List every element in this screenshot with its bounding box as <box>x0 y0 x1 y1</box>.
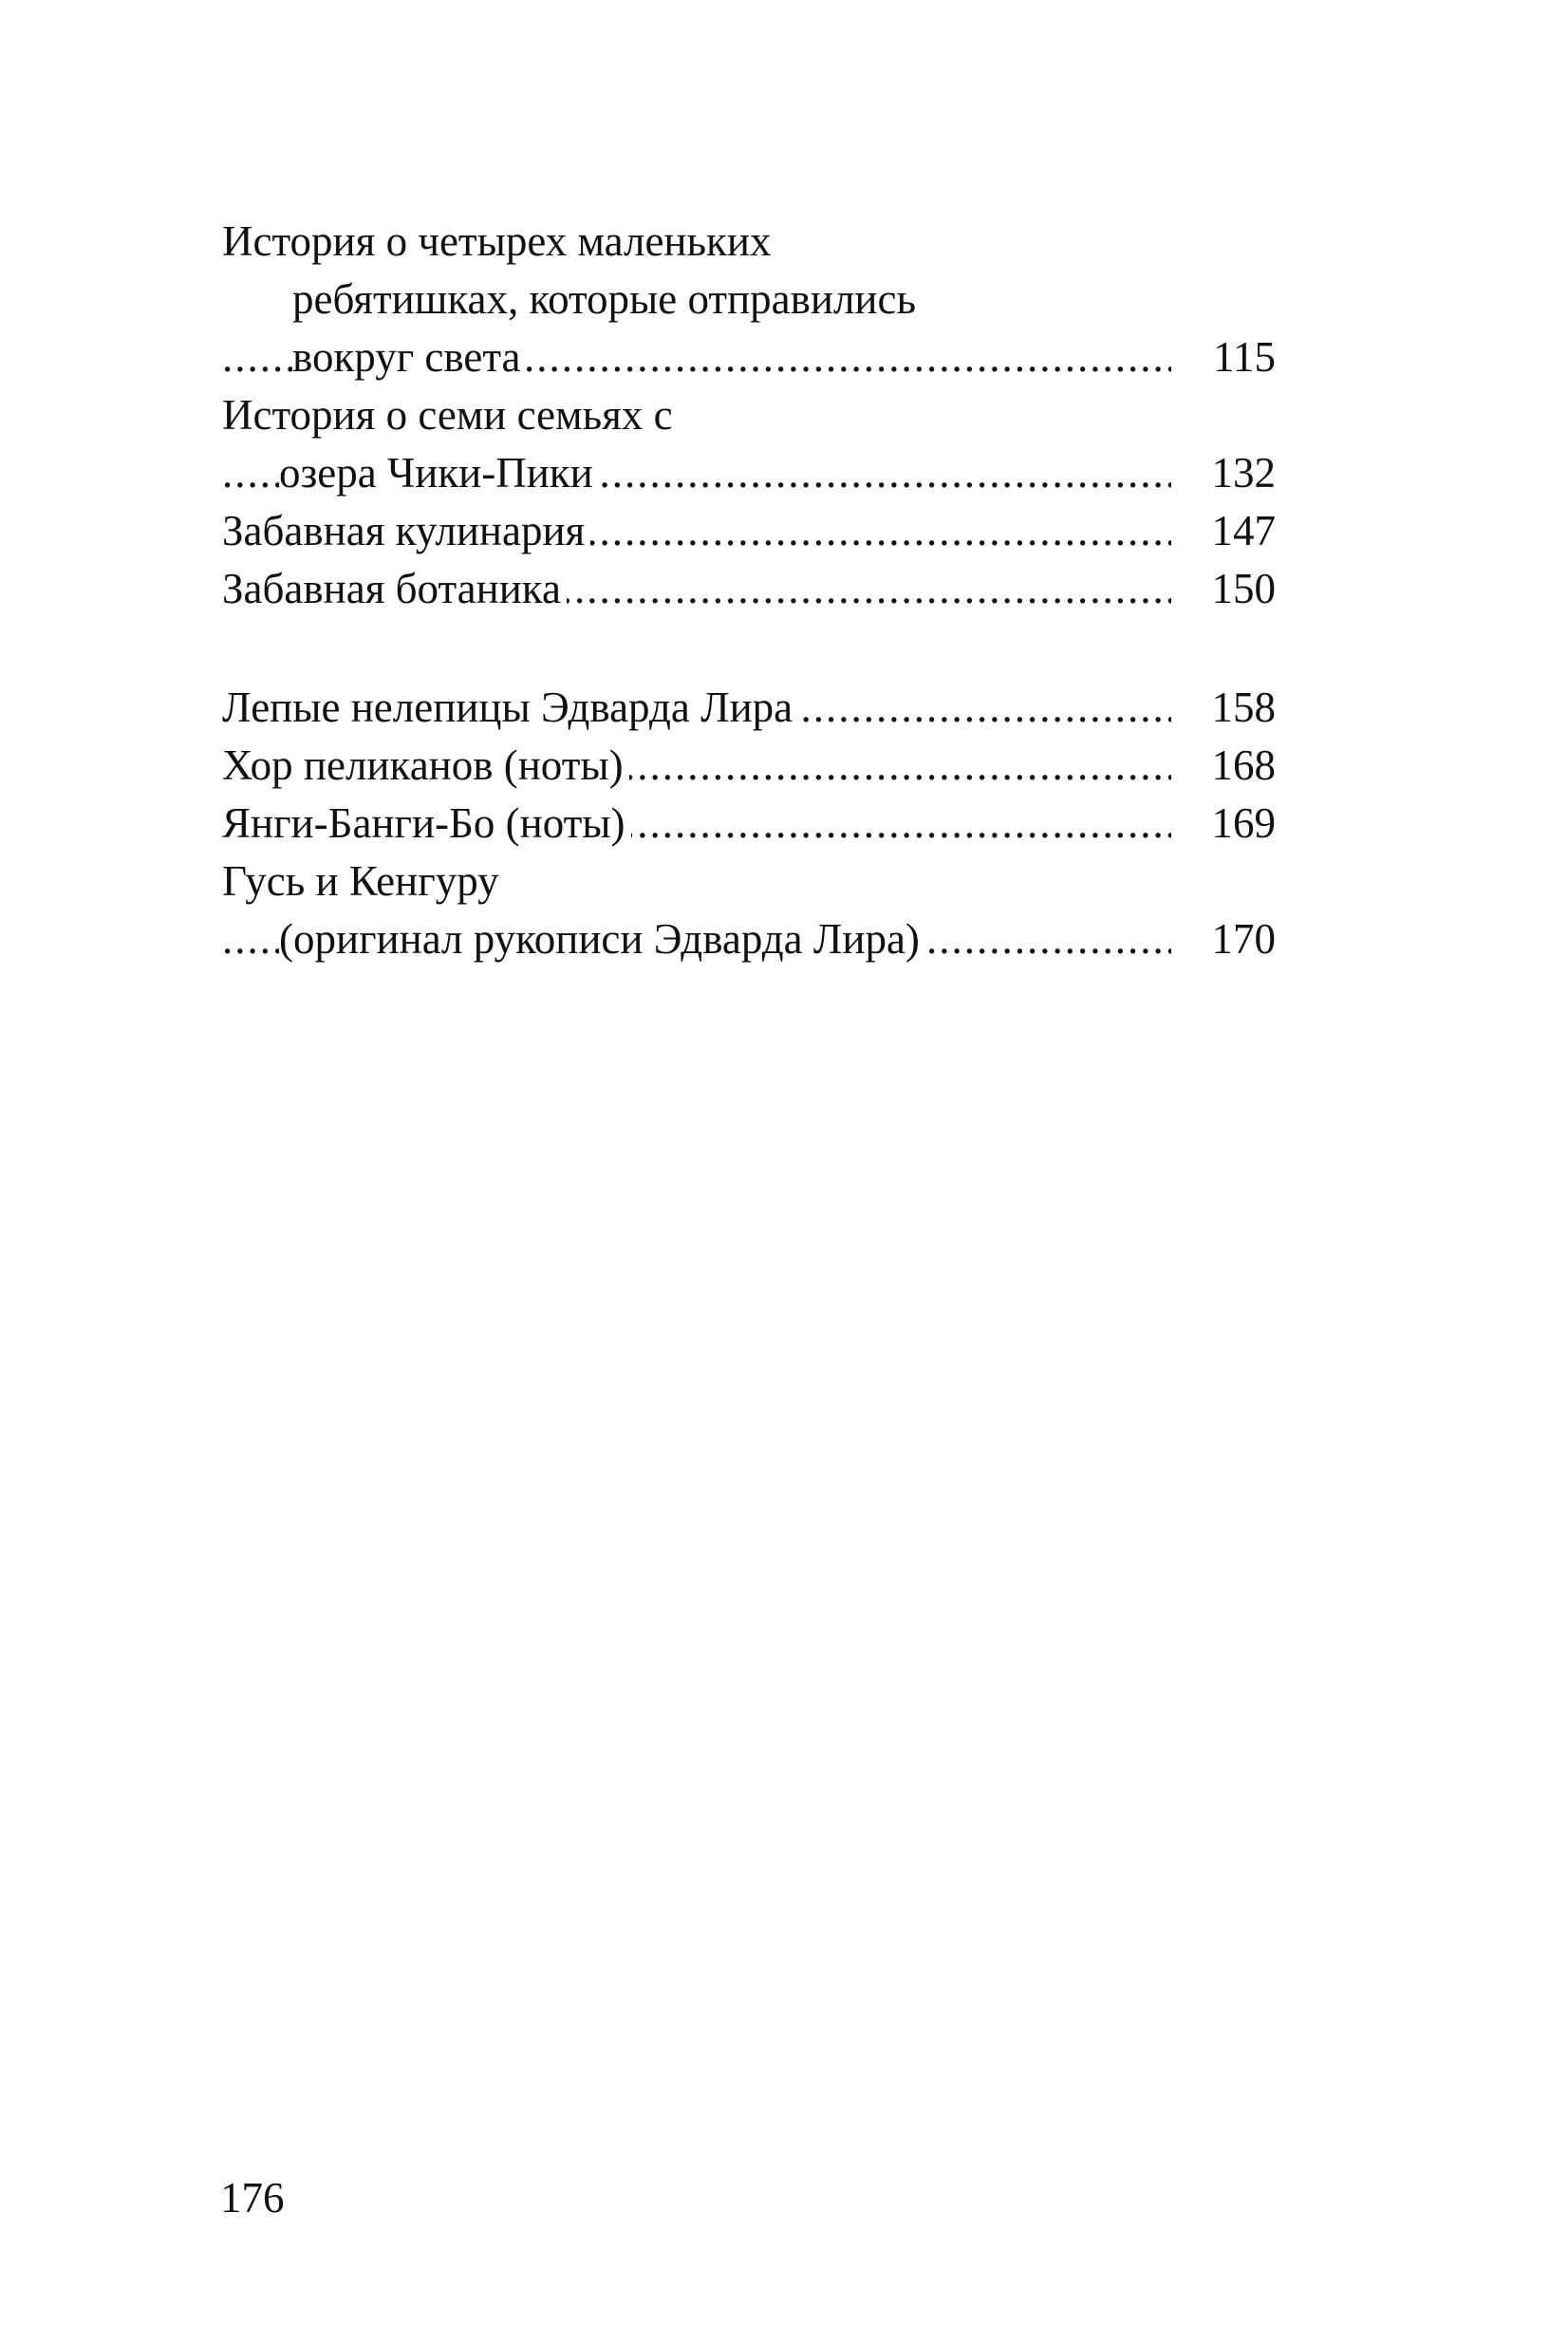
toc-page-number: 132 <box>1200 444 1276 502</box>
toc-entry <box>222 502 1276 560</box>
toc-entry-title-continuation: озера Чики-Пики <box>279 449 599 497</box>
toc-entry-last-line <box>222 502 1276 560</box>
toc-entry-title: Забавная кулинария <box>222 507 590 554</box>
toc-entry <box>222 386 1276 502</box>
toc-entry <box>222 737 1276 795</box>
toc-entry-title-continuation: ребятишках, которые отправились <box>292 275 917 323</box>
toc-entry-last-line <box>222 560 1276 618</box>
page-number: 176 <box>220 2174 285 2222</box>
toc-entry-last-line <box>222 679 1276 737</box>
toc-entry-title: Забавная ботаника <box>222 565 567 612</box>
toc-page-number: 115 <box>1200 328 1276 386</box>
toc-entry <box>222 213 1276 386</box>
table-of-contents <box>222 213 1276 968</box>
toc-page-number: 158 <box>1200 679 1276 737</box>
toc-entry-last-line <box>222 444 1276 502</box>
toc-page-number: 168 <box>1200 737 1276 795</box>
toc-entry-title-continuation: (оригинал рукописи Эдварда Лира) <box>279 915 925 963</box>
toc-page-number: 147 <box>1200 502 1276 560</box>
toc-entry-title: История о четырех маленьких <box>222 217 772 265</box>
toc-entry-last-line <box>222 910 1276 968</box>
toc-entry-title: Лепые нелепицы Эдварда Лира <box>222 684 798 731</box>
toc-entry-title: История о семи семьях с <box>222 391 673 439</box>
toc-entry-last-line <box>222 328 1276 386</box>
toc-entry-title-continuation: вокруг света <box>292 333 527 381</box>
toc-entry-title: Янги-Банги-Бо (ноты) <box>222 799 631 847</box>
toc-page-number: 150 <box>1200 560 1276 618</box>
toc-entry-title: Хор пеликанов (ноты) <box>222 741 629 789</box>
toc-entry-title: Гусь и Кенгуру <box>222 857 499 905</box>
toc-entry <box>222 795 1276 853</box>
toc-page-number: 170 <box>1200 910 1276 968</box>
toc-entry <box>222 679 1276 737</box>
toc-entry-last-line <box>222 737 1276 795</box>
toc-entry <box>222 853 1276 968</box>
toc-page-number: 169 <box>1200 795 1276 853</box>
section-gap <box>222 618 1276 679</box>
toc-entry-last-line <box>222 795 1276 853</box>
toc-entry <box>222 560 1276 618</box>
